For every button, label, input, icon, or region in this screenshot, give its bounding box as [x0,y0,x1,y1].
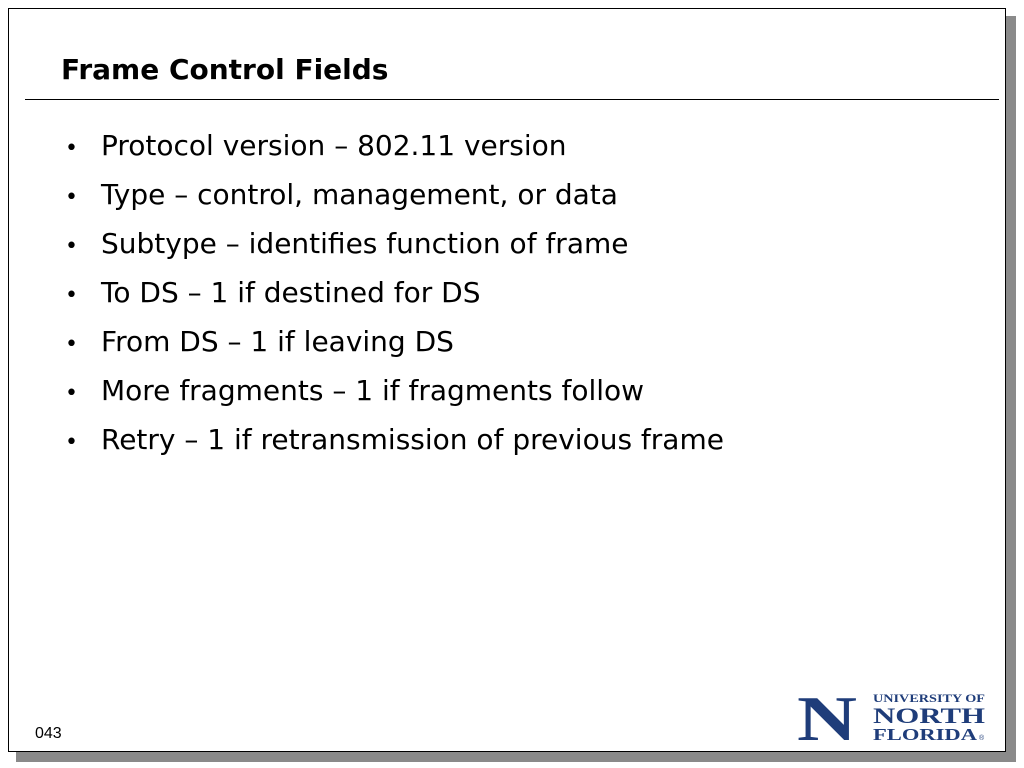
bullet-text: Subtype – identifies function of frame [101,227,629,260]
university-logo [795,689,995,743]
bullet-list [59,129,724,472]
bullet-text: Retry – 1 if retransmission of previous frame [101,423,724,456]
bullet-icon: • [65,283,78,308]
logo-line-university: UNIVERSITY OF [873,691,985,705]
bullet-icon: • [65,234,78,259]
bullet-item [59,178,724,227]
logo-n-mark: N [797,689,857,743]
slide-title: Frame Control Fields [61,53,389,86]
bullet-icon: • [65,332,78,357]
bullet-item [59,374,724,423]
logo-registered-mark: ® [979,735,985,742]
bullet-text: More fragments – 1 if fragments follow [101,374,645,407]
bullet-text: Type – control, management, or data [101,178,618,211]
title-divider [25,99,999,100]
bullet-text: To DS – 1 if destined for DS [101,276,481,309]
bullet-icon: • [65,381,78,406]
bullet-icon: • [65,136,78,161]
bullet-icon: • [65,430,78,455]
logo-line-florida: FLORIDA [873,725,978,743]
slide-number: 043 [35,725,62,742]
bullet-text: From DS – 1 if leaving DS [101,325,454,358]
slide-canvas [8,8,1006,752]
bullet-item [59,423,724,472]
bullet-item [59,227,724,276]
bullet-icon: • [65,185,78,210]
bullet-text: Protocol version – 802.11 version [101,129,567,162]
bullet-item [59,129,724,178]
bullet-item [59,276,724,325]
logo-line-north: NORTH [873,703,985,728]
bullet-item [59,325,724,374]
